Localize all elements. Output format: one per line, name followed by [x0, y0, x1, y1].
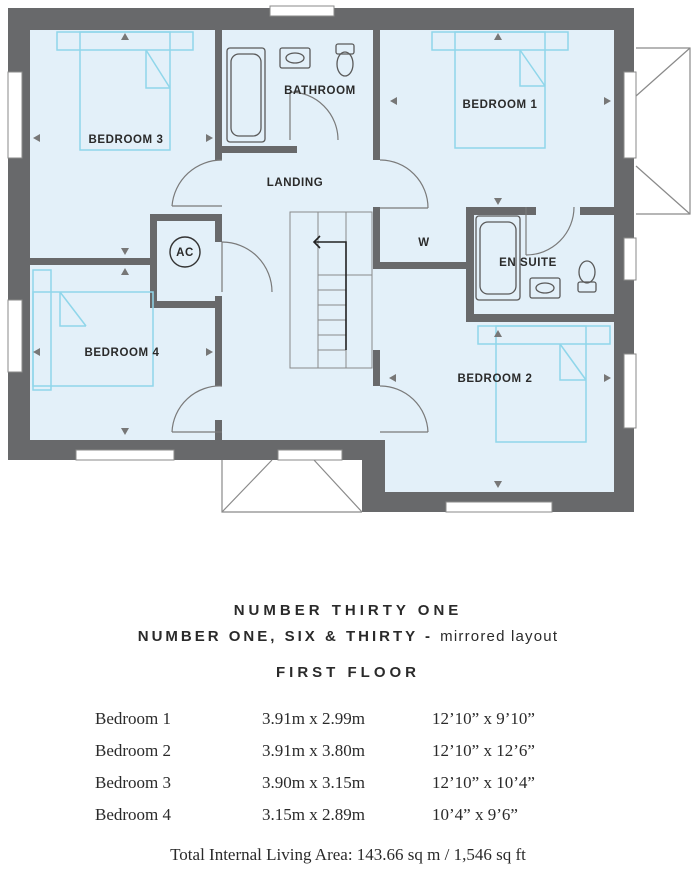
table-row	[95, 767, 582, 799]
table-row	[95, 799, 582, 831]
label-bedroom-2: BEDROOM 2	[457, 373, 533, 385]
room-name: Bedroom 3	[95, 773, 172, 792]
room-metric: 3.15m x 2.89m	[262, 805, 365, 824]
label-ensuite: EN SUITE	[499, 257, 557, 269]
room-imperial: 12’10” x 9’10”	[432, 709, 535, 728]
room-name: Bedroom 1	[95, 709, 172, 728]
table-row	[95, 735, 582, 767]
label-bedroom-4: BEDROOM 4	[84, 347, 160, 359]
variants-subtitle	[0, 628, 696, 645]
floor-title: FIRST FLOOR	[276, 664, 420, 681]
variants-text: NUMBER ONE, SIX & THIRTY -	[137, 628, 441, 645]
room-name: Bedroom 4	[95, 805, 172, 824]
total-area: Total Internal Living Area: 143.66 sq m / 1,546 sq ft	[170, 845, 526, 864]
label-bedroom-3: BEDROOM 3	[88, 134, 164, 146]
mirrored-note: mirrored layout	[440, 628, 559, 645]
room-metric: 3.90m x 3.15m	[262, 773, 365, 792]
label-ac: AC	[176, 247, 194, 259]
room-dimensions-table	[95, 703, 582, 831]
room-imperial: 12’10” x 12’6”	[432, 741, 535, 760]
label-landing: LANDING	[266, 177, 324, 189]
label-w: W	[418, 237, 430, 249]
room-imperial: 12’10” x 10’4”	[432, 773, 535, 792]
room-metric: 3.91m x 3.80m	[262, 741, 365, 760]
property-title: NUMBER THIRTY ONE	[233, 602, 463, 619]
label-bedroom-1: BEDROOM 1	[462, 99, 538, 111]
room-metric: 3.91m x 2.99m	[262, 709, 365, 728]
label-bathroom: BATHROOM	[284, 85, 356, 97]
room-name: Bedroom 2	[95, 741, 172, 760]
table-row	[95, 703, 582, 735]
room-imperial: 10’4” x 9’6”	[432, 805, 518, 824]
